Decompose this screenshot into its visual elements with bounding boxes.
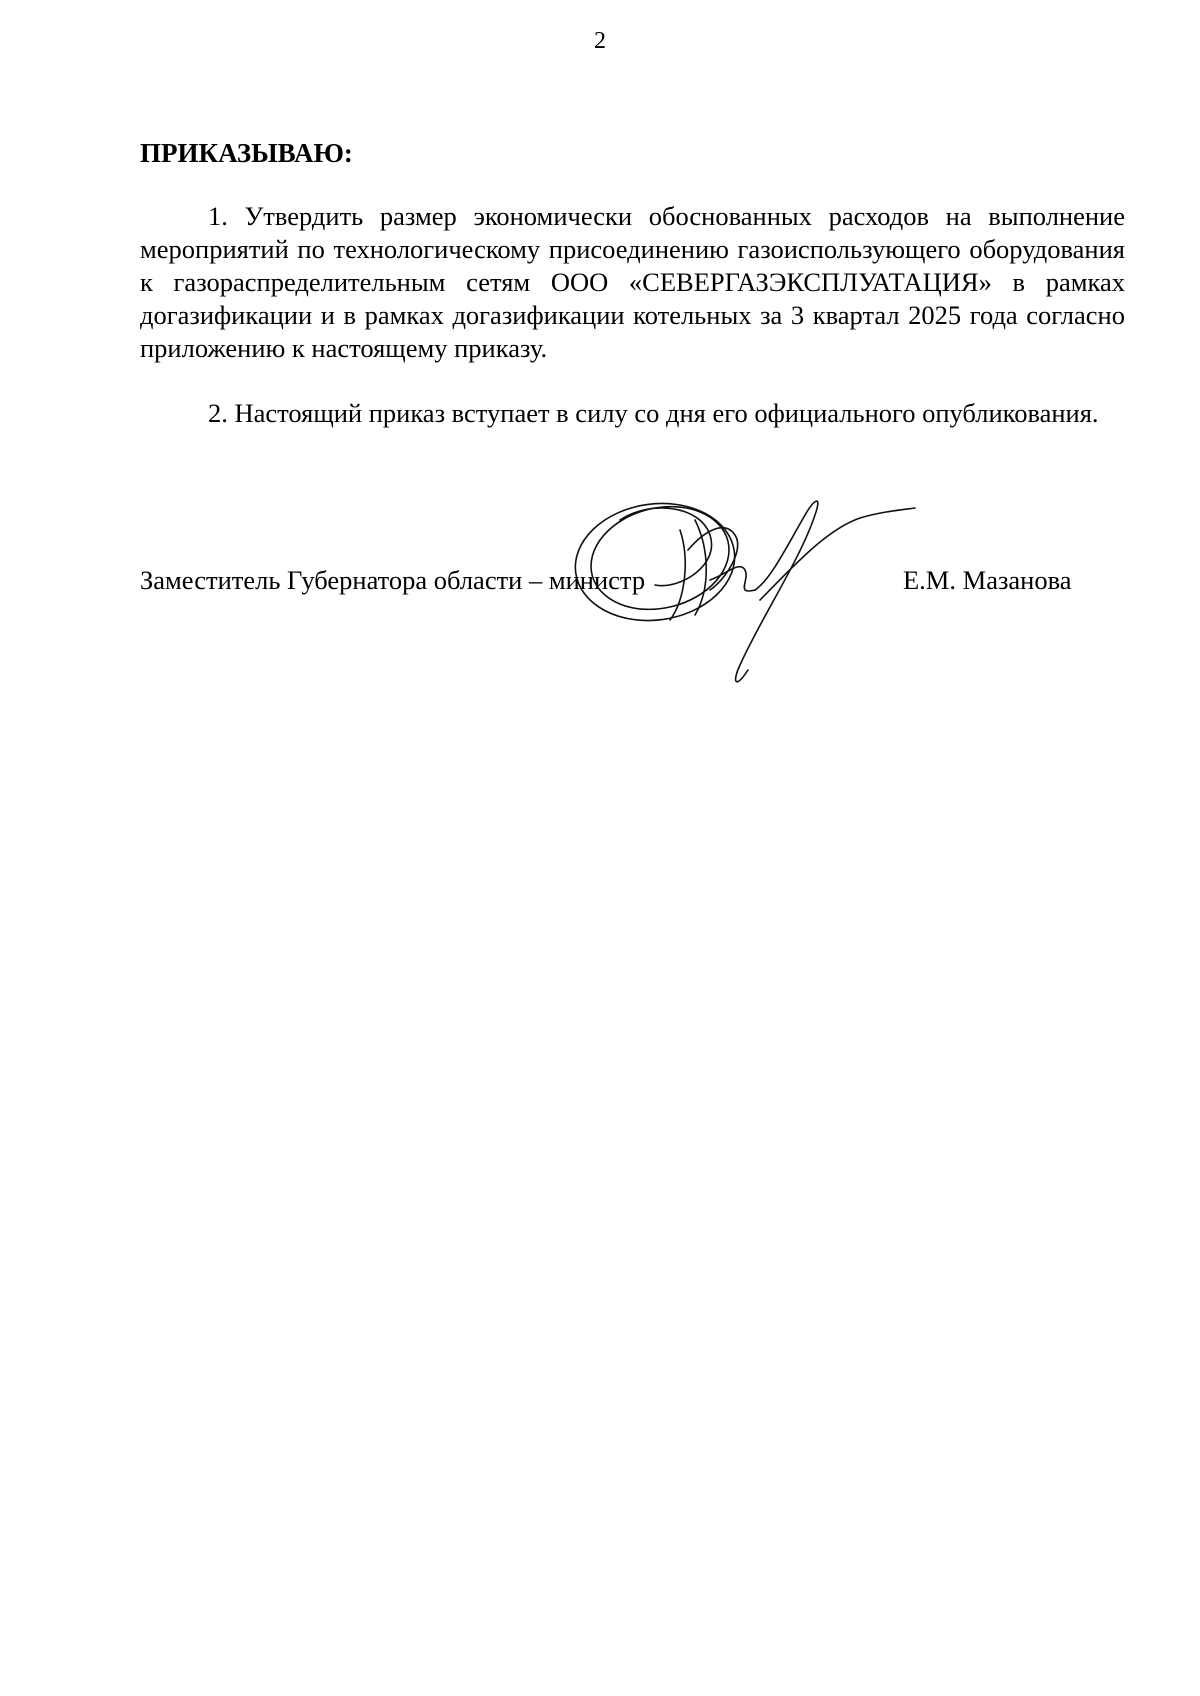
signatory-title: Заместитель Губернатора области – министр [140, 565, 646, 595]
page-number: 2 [594, 28, 606, 54]
order-item-2: 2. Настоящий приказ вступает в силу со дня его официального опубликования. [208, 398, 1099, 428]
order-item-1: 1. Утвердить размер экономически обоснованных расходов на выполнение мероприятий по технологическому присоединению газоиспользующего оборудования к газораспределительным сетям ООО «СЕВЕРГАЗЭКСПЛУАТАЦИЯ» в рамках догазификации и в рамках догазификации котельных за 3 квартал 2025 года согласно приложению к настоящему приказу. [140, 201, 1125, 363]
signatory-name: Е.М. Мазанова [903, 565, 1072, 595]
order-heading: ПРИКАЗЫВАЮ: [140, 138, 353, 168]
handwritten-signature [560, 490, 920, 690]
